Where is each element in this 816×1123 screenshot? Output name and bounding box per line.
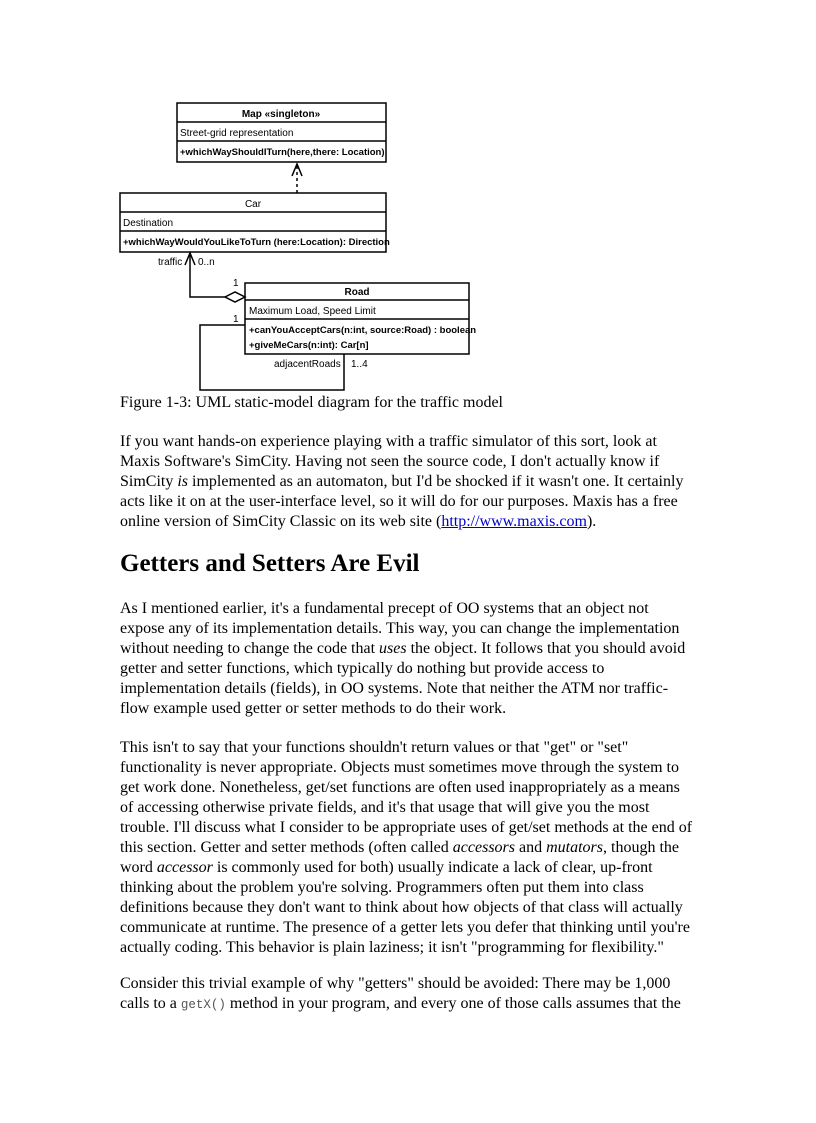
emphasis: mutators	[546, 839, 604, 856]
map-class-attr: Street-grid representation	[180, 128, 294, 139]
text-run: is commonly used for both) usually indicate a lack of clear, up-front	[212, 859, 653, 876]
traffic-label: traffic	[158, 257, 183, 268]
map-class-op: +whichWayShouldITurn(here,there: Location)	[180, 147, 385, 158]
para3-line11: actually coding. This behavior is plain laziness; it isn't "programming for flexibility."	[120, 939, 664, 956]
para1-line1: If you want hands-on experience playing with a traffic simulator of this sort, look at	[120, 433, 657, 450]
maxis-link[interactable]: http://www.maxis.com	[441, 513, 587, 530]
paragraph-simcity	[120, 432, 700, 532]
para3-line3: get work done. Nonetheless, get/set functions are often used inappropriately as a means	[120, 779, 680, 796]
para1-line5	[120, 512, 700, 532]
car-class-attr: Destination	[123, 218, 174, 229]
para3-line5: trouble. I'll discuss what I consider to be appropriate uses of get/set methods at the end of	[120, 819, 693, 836]
para4-line2	[120, 994, 700, 1015]
para2-line2: expose any of its implementation details. This way, you can change the implementation	[120, 620, 680, 637]
para3-line1: This isn't to say that your functions shouldn't return values or that "get" or "set"	[120, 739, 629, 756]
para3-line9: definitions because they don't want to think about how objects of that class will actually	[120, 899, 683, 916]
adjacent-roads-label: adjacentRoads	[274, 359, 341, 370]
uml-diagram	[110, 96, 490, 396]
multiplicity-one-a: 1	[233, 278, 239, 289]
road-class-op2: +giveMeCars(n:int): Car[n]	[249, 340, 369, 351]
figure-caption: Figure 1-3: UML static-model diagram for the traffic model	[120, 394, 503, 411]
para2-line1: As I mentioned earlier, it's a fundamental precept of OO systems that an object not	[120, 600, 649, 617]
para3-line2: functionality is never appropriate. Objects must sometimes move through the system to	[120, 759, 679, 776]
para3-line10: communicate at runtime. The presence of a getter lets you defer that thinking until you're	[120, 919, 690, 936]
para2-line5: implementation details (fields), in OO systems. Note that neither the ATM nor traffic-	[120, 680, 669, 697]
para4-line1: Consider this trivial example of why "getters" should be avoided: There may be 1,000	[120, 975, 671, 992]
text-run: SimCity	[120, 473, 178, 490]
text-run: online version of SimCity Classic on its web site (	[120, 513, 442, 530]
text-run: ).	[586, 513, 597, 530]
para3-line8: thinking about the problem you're solving. Programmers often put them into class	[120, 879, 644, 896]
text-run: without needing to change the code that	[120, 640, 380, 657]
paragraph-getters-example	[120, 974, 700, 1015]
road-class-name: Road	[344, 287, 370, 298]
aggregation-diamond	[225, 292, 245, 302]
map-class-name: Map «singleton»	[241, 109, 321, 120]
car-class-op: +whichWayWouldYouLikeToTurn (here:Location): Direction	[123, 237, 390, 248]
para2-line6: flow example used getter or setter methods to do their work.	[120, 700, 507, 717]
para2-line3	[120, 639, 700, 659]
road-class-attr: Maximum Load, Speed Limit	[249, 306, 376, 317]
adjacent-roads-multiplicity: 1..4	[351, 359, 368, 370]
emphasis: is	[177, 473, 189, 490]
para3-line7	[120, 858, 700, 878]
para1-line2: Maxis Software's SimCity. Having not seen the source code, I don't actually know if	[120, 453, 660, 470]
emphasis: uses	[379, 640, 407, 657]
emphasis: accessors	[452, 839, 515, 856]
emphasis: accessor	[156, 859, 213, 876]
multiplicity-one-b: 1	[233, 314, 239, 325]
uml-diagram-svg	[110, 96, 490, 396]
paragraph-precept	[120, 599, 700, 719]
text-run: method in your program, and every one of those calls assumes that the	[225, 995, 681, 1012]
para3-line6	[120, 838, 700, 858]
para2-line4: getter and setter functions, which typically do nothing but provide access to	[120, 660, 605, 677]
text-run: and	[515, 839, 547, 856]
text-run: the object. It follows that you should avoid	[406, 640, 686, 657]
para1-line3	[120, 472, 700, 492]
text-run: calls to a	[120, 995, 181, 1012]
section-heading: Getters and Setters Are Evil	[120, 550, 420, 577]
para3-line4: of accessing otherwise private fields, and it's that usage that will give you the most	[120, 799, 650, 816]
text-run: word	[120, 859, 157, 876]
traffic-multiplicity: 0..n	[198, 257, 215, 268]
paragraph-getset	[120, 738, 700, 958]
inline-code: getX()	[180, 998, 226, 1012]
car-class-name: Car	[244, 199, 262, 210]
text-run: this section. Getter and setter methods (often called	[120, 839, 453, 856]
road-class-op1: +canYouAcceptCars(n:int, source:Road) : boolean	[249, 325, 477, 336]
text-run: implemented as an automaton, but I'd be shocked if it wasn't one. It certainly	[188, 473, 684, 490]
text-run: , though the	[603, 839, 680, 856]
para1-line4: acts like it on at the user-interface level, so it will do for our purposes. Maxis has a free	[120, 493, 678, 510]
